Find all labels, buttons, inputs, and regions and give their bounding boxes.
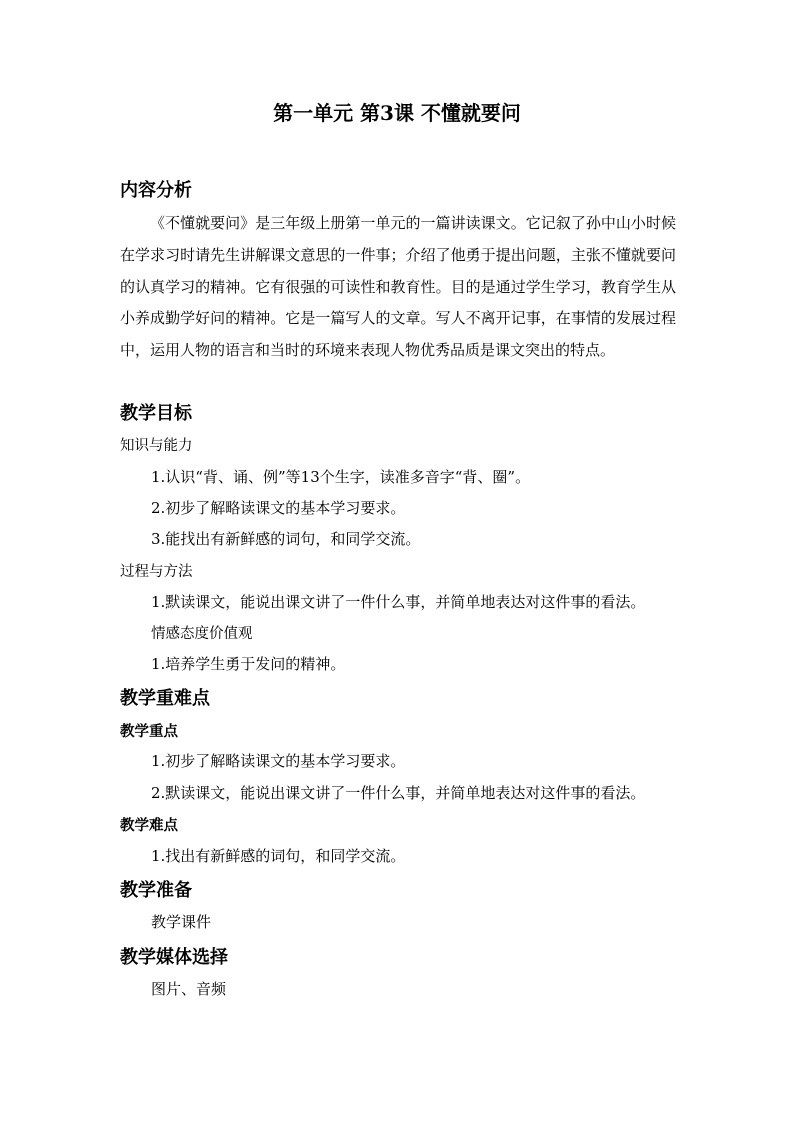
knowledge-item-2: 2.初步了解略读课文的基本学习要求。: [151, 499, 406, 517]
subheading-process: 过程与方法: [120, 564, 193, 580]
preparation-text: 教学课件: [151, 913, 212, 931]
section-heading-media: 教学媒体选择: [120, 947, 228, 968]
media-text: 图片、音频: [151, 980, 227, 998]
emotion-item-1: 1.培养学生勇于发问的精神。: [151, 655, 346, 673]
page-title: 第一单元 第3课 不懂就要问: [273, 101, 521, 125]
focus-item-1: 1.初步了解略读课文的基本学习要求。: [151, 752, 406, 770]
knowledge-item-1: 1.认识“背、诵、例”等13个生字，读准多音字“背、圈”。: [151, 468, 531, 486]
focus-item-2: 2.默读课文，能说出课文讲了一件什么事，并简单地表达对这件事的看法。: [151, 784, 646, 802]
section-heading-objectives: 教学目标: [120, 403, 192, 424]
knowledge-item-3: 3.能找出有新鲜感的词句，和同学交流。: [151, 530, 421, 548]
subheading-emotion: 情感态度价值观: [151, 626, 253, 642]
subheading-difficulty: 教学难点: [120, 817, 178, 834]
subheading-focus: 教学重点: [120, 723, 178, 740]
process-item-1: 1.默读课文，能说出课文讲了一件什么事，并简单地表达对这件事的看法。: [151, 593, 646, 611]
section-heading-analysis: 内容分析: [120, 180, 192, 201]
subheading-knowledge: 知识与能力: [120, 438, 193, 454]
difficulty-item-1: 1.找出有新鲜感的词句，和同学交流。: [151, 847, 406, 865]
section-heading-preparation: 教学准备: [120, 880, 192, 901]
section-heading-keypoints: 教学重难点: [120, 688, 210, 709]
analysis-paragraph: 《不懂就要问》是三年级上册第一单元的一篇讲读课文。它记叙了孙中山小时候在学求习时请先生讲解课文意思的一件事；介绍了他勇于提出问题，主张不懂就要问的认真学习的精神。它有很强的可读性和教育性。目的是通过学生学习，教育学生从小养成勤学好问的精神。它是一篇写人的文章。写人不离开记事，在事情的发展过程中，运用人物的语言和当时的环境来表现人物优秀品质是课文突出的特点。: [120, 214, 676, 360]
